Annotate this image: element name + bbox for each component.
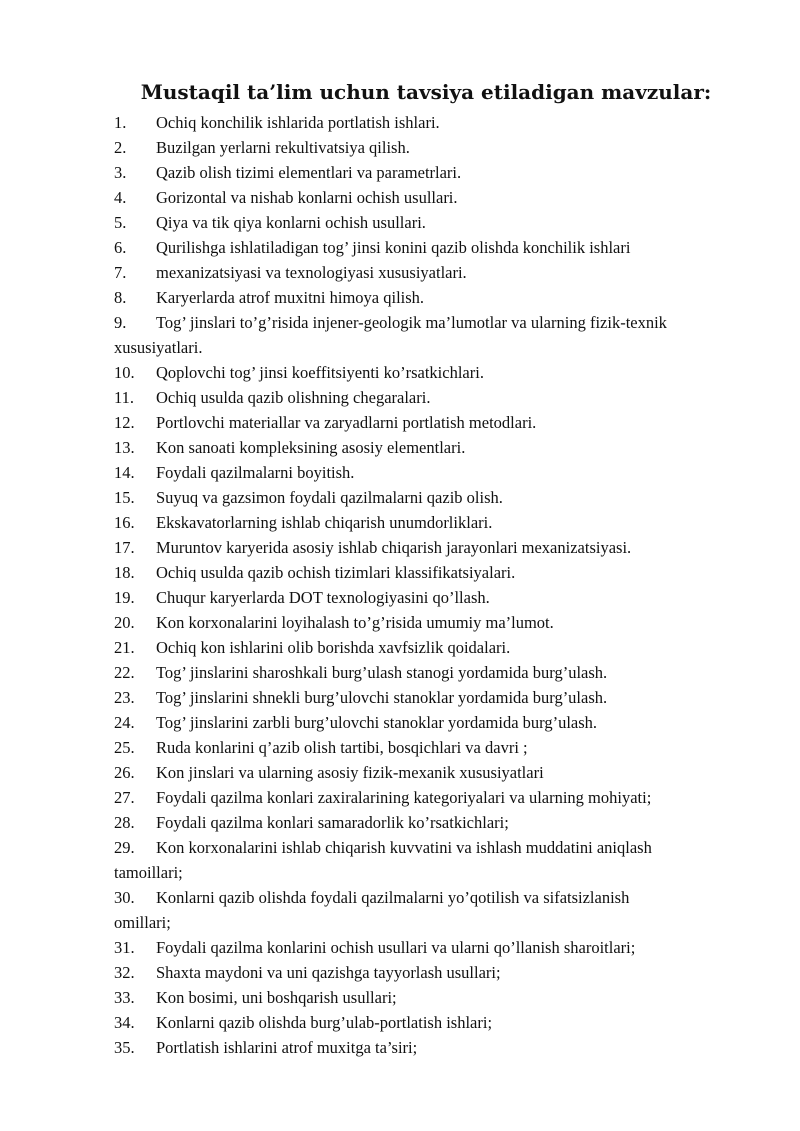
list-item-number: 2.: [114, 138, 127, 157]
list-item-number: 20.: [114, 613, 135, 632]
list-item-text: Chuqur karyerlarda DOT texnologiyasini qo’llash.: [156, 588, 490, 607]
list-item-number: 3.: [114, 163, 127, 182]
list-item-text: Ochiq usulda qazib olishning chegaralari.: [156, 388, 431, 407]
list-item-number: 12.: [114, 413, 135, 432]
topic-list: [114, 110, 754, 1060]
list-item: [114, 260, 754, 285]
list-item: [114, 985, 754, 1010]
list-item-text: Foydali qazilma konlarini ochish usullari va ularni qo’llanish sharoitlari;: [156, 938, 636, 957]
list-item-text: Qiya va tik qiya konlarni ochish usullari.: [156, 213, 426, 232]
list-item-number: 26.: [114, 763, 135, 782]
list-item-text: Qurilishga ishlatiladigan tog’ jinsi konini qazib olishda konchilik ishlari: [156, 238, 631, 257]
list-item: [114, 535, 754, 560]
list-item-number: 15.: [114, 488, 135, 507]
list-item-text: Kon korxonalarini loyihalash to’g’risida umumiy ma’lumot.: [156, 613, 554, 632]
list-item-text: Buzilgan yerlarni rekultivatsiya qilish.: [156, 138, 410, 157]
list-item-text: Ochiq usulda qazib ochish tizimlari klassifikatsiyalari.: [156, 563, 516, 582]
list-item: [114, 410, 754, 435]
list-item-text: Karyerlarda atrof muxitni himoya qilish.: [156, 288, 425, 307]
list-item: [114, 460, 754, 485]
list-item: [114, 785, 754, 810]
list-item-number: 34.: [114, 1013, 135, 1032]
list-item: [114, 1010, 754, 1035]
list-item-number: 22.: [114, 663, 135, 682]
list-item: [114, 1035, 754, 1060]
list-item: [114, 560, 754, 585]
list-item-text-continuation: omillari;: [114, 913, 171, 932]
page-title: Mustaqil ta’lim uchun tavsiya etiladigan mavzular:: [140, 80, 712, 104]
list-item: [114, 710, 754, 735]
list-item-text: Ochiq konchilik ishlarida portlatish ishlari.: [156, 113, 440, 132]
list-item-text: Foydali qazilma konlari zaxiralarining kategoriyalari va ularning mohiyati;: [156, 788, 652, 807]
list-item-text: Ochiq kon ishlarini olib borishda xavfsizlik qoidalari.: [156, 638, 511, 657]
list-item-text: Portlatish ishlarini atrof muxitga ta’siri;: [156, 1038, 418, 1057]
list-item: [114, 360, 754, 385]
list-item-text: Tog’ jinslarini sharoshkali burg’ulash stanogi yordamida burg’ulash.: [156, 663, 608, 682]
list-item-text: Tog’ jinslari to’g’risida injener-geologik ma’lumotlar va ularning fizik-texnik: [156, 313, 667, 332]
list-item-text: Qazib olish tizimi elementlari va parametrlari.: [156, 163, 462, 182]
list-item: [114, 185, 754, 210]
list-item-number: 14.: [114, 463, 135, 482]
list-item: [114, 660, 754, 685]
list-item: [114, 835, 754, 885]
list-item-number: 10.: [114, 363, 135, 382]
list-item-text: Konlarni qazib olishda burg’ulab-portlatish ishlari;: [156, 1013, 493, 1032]
list-item-text: Portlovchi materiallar va zaryadlarni portlatish metodlari.: [156, 413, 537, 432]
list-item-text: Tog’ jinslarini shnekli burg’ulovchi stanoklar yordamida burg’ulash.: [156, 688, 608, 707]
list-item-text: Foydali qazilma konlari samaradorlik ko’rsatkichlari;: [156, 813, 509, 832]
list-item: [114, 160, 754, 185]
list-item: [114, 760, 754, 785]
list-item-text: Kon korxonalarini ishlab chiqarish kuvvatini va ishlash muddatini aniqlash: [156, 838, 652, 857]
list-item-text-continuation: tamoillari;: [114, 863, 183, 882]
list-item-number: 28.: [114, 813, 135, 832]
list-item-number: 23.: [114, 688, 135, 707]
list-item-text: Muruntov karyerida asosiy ishlab chiqarish jarayonlari mexanizatsiyasi.: [156, 538, 632, 557]
list-item-number: 31.: [114, 938, 135, 957]
list-item: [114, 635, 754, 660]
list-item-number: 16.: [114, 513, 135, 532]
list-item: [114, 235, 754, 260]
list-item-number: 11.: [114, 388, 135, 407]
list-item-number: 21.: [114, 638, 135, 657]
list-item-text: Konlarni qazib olishda foydali qazilmalarni yo’qotilish va sifatsizlanish: [156, 888, 630, 907]
list-item-number: 24.: [114, 713, 135, 732]
list-item: [114, 735, 754, 760]
list-item-number: 19.: [114, 588, 135, 607]
list-item: [114, 385, 754, 410]
list-item: [114, 310, 754, 360]
list-item-number: 1.: [114, 113, 127, 132]
list-item: [114, 960, 754, 985]
list-item: [114, 610, 754, 635]
list-item-number: 13.: [114, 438, 135, 457]
list-item-number: 6.: [114, 238, 127, 257]
list-item-text: Kon jinslari va ularning asosiy fizik-mexanik xususiyatlari: [156, 763, 544, 782]
list-item-text: Ekskavatorlarning ishlab chiqarish unumdorliklari.: [156, 513, 493, 532]
list-item: [114, 210, 754, 235]
list-item-text: Ruda konlarini q’azib olish tartibi, bosqichlari va davri ;: [156, 738, 528, 757]
list-item-number: 17.: [114, 538, 135, 557]
list-item-text: mexanizatsiyasi va texnologiyasi xususiyatlari.: [156, 263, 467, 282]
list-item-text: Kon sanoati kompleksining asosiy elementlari.: [156, 438, 466, 457]
list-item-number: 9.: [114, 313, 127, 332]
list-item-text: Shaxta maydoni va uni qazishga tayyorlash usullari;: [156, 963, 501, 982]
list-item-text-continuation: xususiyatlari.: [114, 338, 203, 357]
list-item: [114, 810, 754, 835]
list-item-text: Foydali qazilmalarni boyitish.: [156, 463, 355, 482]
list-item-number: 8.: [114, 288, 127, 307]
list-item: [114, 110, 754, 135]
list-item-number: 4.: [114, 188, 127, 207]
list-item: [114, 135, 754, 160]
list-item-text: Suyuq va gazsimon foydali qazilmalarni qazib olish.: [156, 488, 503, 507]
list-item-number: 30.: [114, 888, 135, 907]
list-item-number: 32.: [114, 963, 135, 982]
list-item: [114, 585, 754, 610]
list-item-number: 18.: [114, 563, 135, 582]
list-item: [114, 285, 754, 310]
list-item-text: Kon bosimi, uni boshqarish usullari;: [156, 988, 397, 1007]
list-item-number: 27.: [114, 788, 135, 807]
list-item: [114, 935, 754, 960]
list-item: [114, 435, 754, 460]
list-item-number: 25.: [114, 738, 135, 757]
list-item-number: 5.: [114, 213, 127, 232]
list-item-number: 35.: [114, 1038, 135, 1057]
list-item: [114, 885, 754, 935]
list-item-number: 33.: [114, 988, 135, 1007]
list-item: [114, 685, 754, 710]
list-item-number: 7.: [114, 263, 127, 282]
list-item-text: Tog’ jinslarini zarbli burg’ulovchi stanoklar yordamida burg’ulash.: [156, 713, 598, 732]
list-item-number: 29.: [114, 838, 135, 857]
list-item-text: Gorizontal va nishab konlarni ochish usullari.: [156, 188, 458, 207]
list-item-text: Qoplovchi tog’ jinsi koeffitsiyenti ko’rsatkichlari.: [156, 363, 484, 382]
list-item: [114, 510, 754, 535]
list-item: [114, 485, 754, 510]
